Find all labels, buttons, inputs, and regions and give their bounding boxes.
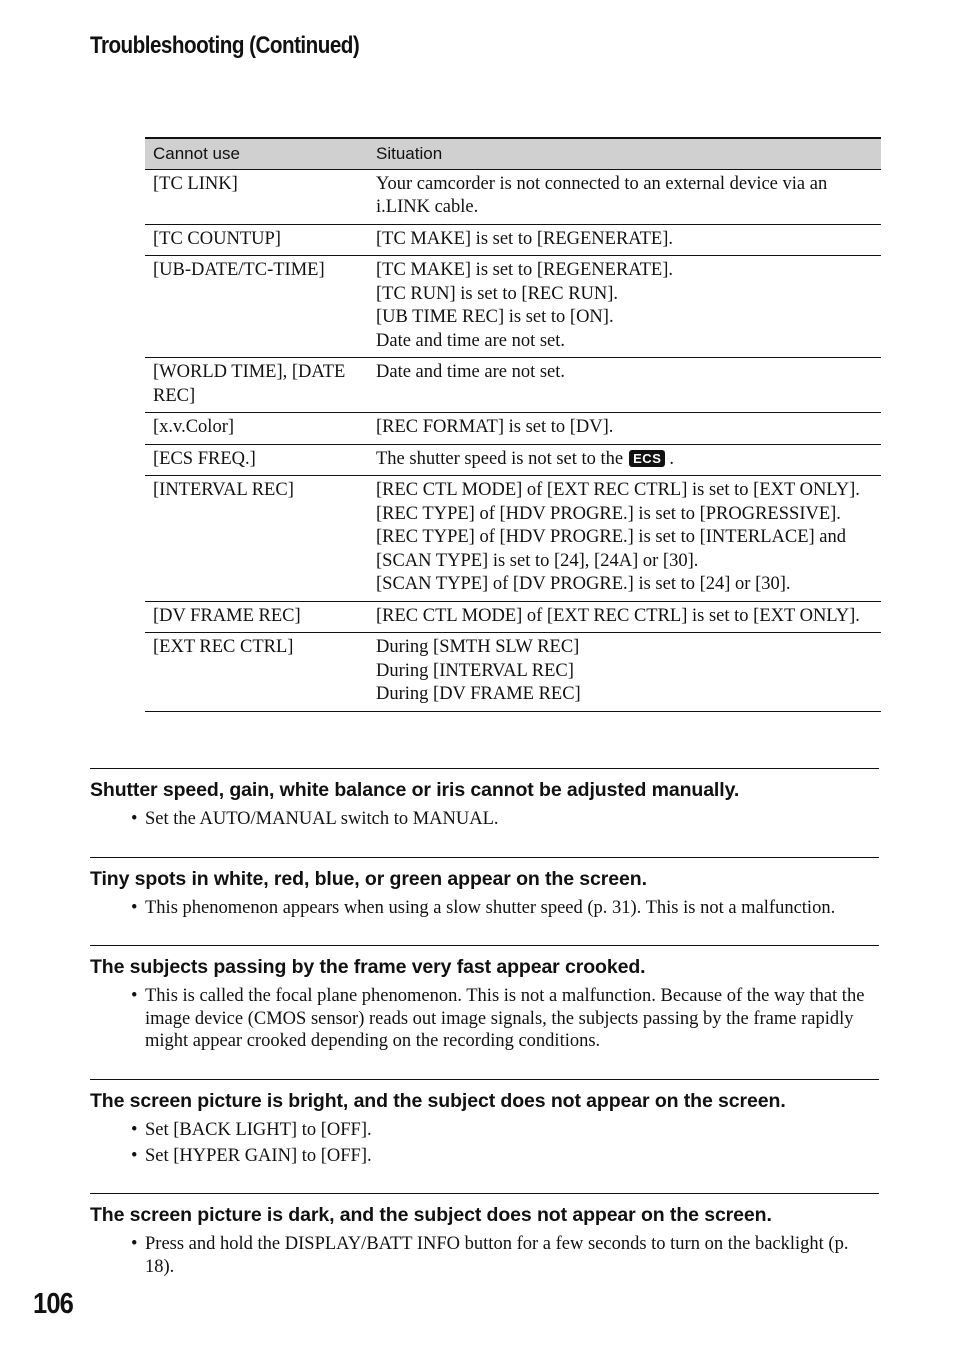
section-heading: Shutter speed, gain, white balance or iris cannot be adjusted manually. — [90, 779, 740, 801]
situation-line: [TC RUN] is set to [REC RUN]. — [376, 283, 619, 304]
page-number: 106 — [33, 1288, 73, 1320]
list-item — [90, 897, 879, 920]
table-cell-situation — [368, 224, 881, 256]
situation-line: Date and time are not set. — [376, 362, 566, 382]
list-item-text: Set [HYPER GAIN] to [OFF]. — [145, 1145, 372, 1166]
section-heading: The screen picture is dark, and the subject does not appear on the screen. — [90, 1204, 772, 1226]
situation-line: [TC MAKE] is set to [REGENERATE]. — [376, 260, 673, 280]
table-cell-situation — [368, 358, 881, 413]
list-item-text: Set the AUTO/MANUAL switch to MANUAL. — [145, 809, 499, 829]
table-row — [145, 169, 881, 224]
situation-line: During [SMTH SLW REC] — [376, 637, 580, 657]
situation-line: During [DV FRAME REC] — [376, 684, 581, 704]
list-item-text: Press and hold the DISPLAY/BATT INFO button for a few seconds to turn on the backlight (p. 18). — [145, 1234, 849, 1277]
troubleshooting-section-dark-picture — [90, 1193, 879, 1281]
list-item — [90, 1119, 879, 1142]
situation-line: [REC CTL MODE] of [EXT REC CTRL] is set to [EXT ONLY]. — [376, 480, 860, 500]
table-cell-situation — [368, 633, 881, 712]
bullet-list — [90, 1119, 879, 1167]
bullet-list — [90, 1233, 879, 1278]
situation-line: During [INTERVAL REC] — [376, 660, 574, 681]
table-cell-item: [TC COUNTUP] — [145, 224, 368, 256]
table-cell-item: [EXT REC CTRL] — [145, 633, 368, 712]
table-row — [145, 358, 881, 413]
column-header-cannot-use: Cannot use — [145, 138, 368, 169]
table-row — [145, 413, 881, 445]
restrictions-table — [145, 137, 881, 712]
situation-line: [TC MAKE] is set to [REGENERATE]. — [376, 228, 673, 249]
bullet-icon: • — [131, 809, 138, 829]
table-row — [145, 256, 881, 358]
situation-line: Date and time are not set. — [376, 330, 566, 351]
situation-line: [REC CTL MODE] of [EXT REC CTRL] is set to [EXT ONLY]. — [376, 605, 860, 626]
list-item — [90, 808, 879, 831]
list-item — [90, 985, 879, 1053]
bullet-icon: • — [131, 898, 138, 918]
troubleshooting-section-bright-picture — [90, 1079, 879, 1170]
section-heading: The screen picture is bright, and the subject does not appear on the screen. — [90, 1090, 786, 1112]
bullet-icon: • — [131, 1234, 138, 1254]
table-cell-item: [x.v.Color] — [145, 413, 368, 445]
section-heading: The subjects passing by the frame very fast appear crooked. — [90, 956, 646, 978]
troubleshooting-section-crooked-subjects — [90, 945, 879, 1056]
table-cell-situation — [368, 169, 881, 224]
bullet-icon: • — [131, 1145, 138, 1166]
situation-line: The shutter speed is not set to the — [376, 448, 624, 469]
table-row — [145, 601, 881, 633]
table-cell-item: [TC LINK] — [145, 169, 368, 224]
bullet-icon: • — [131, 1120, 138, 1140]
column-header-situation: Situation — [368, 138, 881, 169]
troubleshooting-section-tiny-spots — [90, 857, 879, 923]
table-cell-item: [DV FRAME REC] — [145, 601, 368, 633]
table-row — [145, 444, 881, 476]
situation-line: [REC TYPE] of [HDV PROGRE.] is set to [PROGRESSIVE]. — [376, 503, 841, 524]
list-item — [90, 1145, 879, 1168]
list-item-text: This is called the focal plane phenomenon. This is not a malfunction. Because of the way that the image device (CMOS sensor) reads out image signals, the subjects passing by the frame rapidly might appear crooked depending on the recording conditions. — [145, 986, 865, 1051]
situation-line: [REC TYPE] of [HDV PROGRE.] is set to [INTERLACE] and [SCAN TYPE] is set to [24], [24A] or [30]. — [376, 527, 847, 571]
table-row — [145, 224, 881, 256]
bullet-list — [90, 808, 879, 831]
bullet-list — [90, 897, 879, 920]
bullet-list — [90, 985, 879, 1053]
bullet-icon: • — [131, 986, 138, 1006]
table-cell-situation — [368, 413, 881, 445]
list-item — [90, 1233, 879, 1278]
table-cell-situation — [368, 601, 881, 633]
table-cell-item: [WORLD TIME], [DATE REC] — [145, 358, 368, 413]
situation-suffix: . — [669, 448, 674, 469]
table-cell-item: [ECS FREQ.] — [145, 444, 368, 476]
situation-line: Your camcorder is not connected to an external device via an i.LINK cable. — [376, 173, 828, 217]
table-cell-item: [INTERVAL REC] — [145, 476, 368, 602]
table-cell-situation — [368, 444, 881, 476]
situation-line: [SCAN TYPE] of [DV PROGRE.] is set to [24] or [30]. — [376, 574, 791, 594]
situation-line: [UB TIME REC] is set to [ON]. — [376, 307, 614, 327]
page-title: Troubleshooting (Continued) — [90, 32, 360, 59]
table-cell-item: [UB-DATE/TC-TIME] — [145, 256, 368, 358]
table-row — [145, 633, 881, 712]
list-item-text: This phenomenon appears when using a slow shutter speed (p. 31). This is not a malfunction. — [145, 898, 836, 918]
table-cell-situation — [368, 256, 881, 358]
table-row — [145, 476, 881, 602]
list-item-text: Set [BACK LIGHT] to [OFF]. — [145, 1120, 372, 1140]
table-header-row — [145, 138, 881, 169]
table-cell-situation — [368, 476, 881, 602]
ecs-icon: ECS — [629, 450, 665, 467]
section-heading: Tiny spots in white, red, blue, or green appear on the screen. — [90, 868, 647, 890]
situation-line: [REC FORMAT] is set to [DV]. — [376, 417, 614, 437]
troubleshooting-section-manual-adjust — [90, 768, 879, 834]
